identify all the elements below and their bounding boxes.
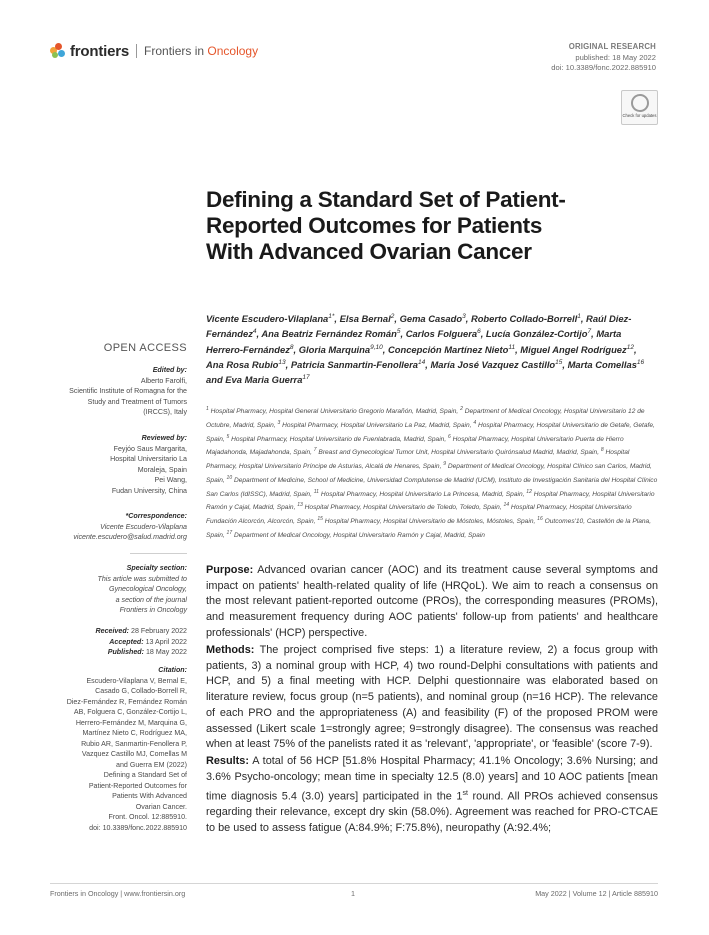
date-value: 28 February 2022 bbox=[131, 627, 187, 635]
reviewer-line: Pei Wang, bbox=[154, 476, 187, 484]
logo-wordmark: frontiers bbox=[70, 42, 130, 60]
affiliation-number: 9 bbox=[443, 461, 447, 468]
affiliation-text: Hospital Pharmacy, Hospital Universitario Ramón y Cajal, Madrid, Spain, bbox=[206, 490, 655, 512]
reviewer-line: Moraleja, Spain bbox=[137, 465, 187, 474]
affiliation-number: 3 bbox=[277, 419, 281, 426]
affiliation-text: Hospital Pharmacy, Hospital Universitario Fundación Alcorcón, Alcorcón, Spain, bbox=[206, 504, 632, 526]
edited-by-heading: Edited by: bbox=[152, 366, 187, 374]
date-value: 18 May 2022 bbox=[145, 648, 187, 656]
specialty-line: Frontiers in Oncology bbox=[119, 606, 187, 614]
citation-line: Vazquez Castillo MJ, Comellas M bbox=[81, 750, 187, 758]
edited-by-list bbox=[47, 376, 187, 418]
author-name[interactable]: Marta Herrero-Fernández bbox=[206, 328, 622, 355]
affiliation-number: 4 bbox=[473, 419, 477, 426]
date-label: Received: bbox=[95, 627, 130, 635]
author-name[interactable]: Concepción Martínez Nieto bbox=[387, 343, 509, 355]
author-affiliation-ref: 6 bbox=[477, 328, 481, 336]
reviewed-by-section bbox=[47, 433, 187, 496]
author-name[interactable]: Raúl Diez-Fernández bbox=[206, 313, 632, 340]
affiliation-number: 16 bbox=[537, 516, 543, 523]
affiliation-text: Hospital Pharmacy, Hospital Universitario La Paz, Madrid, Spain, bbox=[282, 421, 472, 429]
author-name[interactable]: Carlos Folguera bbox=[405, 328, 478, 340]
affiliation-text: Hospital Pharmacy, Hospital Universitario Puerta de Hierro Majadahonda, Majadahonda, Spain, bbox=[206, 435, 624, 457]
reviewer-line: Feyjóo Saus Margarita, bbox=[113, 444, 187, 453]
editor-line: Study and Treatment of Tumors bbox=[87, 397, 187, 406]
citation-line: Ovarian Cancer. bbox=[135, 802, 187, 811]
editor-line: Alberto Farolfi, bbox=[140, 376, 187, 385]
author-name[interactable]: Lucía González-Cortijo bbox=[485, 328, 588, 340]
affiliation-text: Hospital Pharmacy, Hospital Universitario de Fuenlabrada, Madrid, Spain, bbox=[231, 435, 447, 443]
author-name[interactable]: Elsa Bernal bbox=[339, 313, 391, 325]
citation-line: AB, Folguera C, González-Cortijo L, bbox=[73, 708, 187, 716]
author-affiliation-ref: 7 bbox=[587, 328, 592, 336]
affiliation-text: Department of Medical Oncology, Hospital Clínico san Carlos, Madrid, Spain, bbox=[206, 463, 652, 485]
author-affiliation-ref: 12 bbox=[626, 343, 634, 351]
author-name[interactable]: María José Vazquez Castillo bbox=[430, 359, 556, 371]
logo-separator bbox=[136, 44, 137, 58]
article-type: ORIGINAL RESEARCH bbox=[568, 42, 656, 51]
author-affiliation-ref: 14 bbox=[418, 358, 426, 366]
frontiers-logo-icon bbox=[50, 43, 66, 59]
date-label: Published: bbox=[107, 648, 144, 656]
date-row bbox=[47, 647, 187, 658]
citation-line: Patient-Reported Outcomes for bbox=[88, 781, 187, 790]
footer-journal[interactable]: Frontiers in Oncology | www.frontiersin.org bbox=[50, 889, 186, 898]
citation-line: and Guerra EM (2022) bbox=[116, 760, 187, 769]
open-access-label: OPEN ACCESS bbox=[103, 342, 187, 354]
correspondence-section bbox=[47, 511, 187, 543]
author-affiliation-ref: 8 bbox=[289, 343, 294, 351]
date-label: Accepted: bbox=[109, 637, 144, 646]
affiliation-text: Hospital Pharmacy, Hospital Universitario de Getafe, Getafe, Spain, bbox=[206, 421, 655, 443]
correspondence-heading: *Correspondence: bbox=[125, 512, 187, 520]
affiliation-text: Hospital Pharmacy, Hospital Universitario Príncipe de Asturias, Alcalá de Henares, Spain, bbox=[206, 449, 630, 471]
author-name[interactable]: Ana Rosa Rubio bbox=[206, 359, 279, 371]
citation-line: Diez-Fernández R, Fernández Román bbox=[66, 697, 187, 706]
citation-line: Front. Oncol. 12:885910. bbox=[108, 813, 187, 821]
affiliation-number: 6 bbox=[448, 433, 451, 440]
reviewed-by-heading: Reviewed by: bbox=[141, 434, 187, 442]
footer-volume: May 2022 | Volume 12 | Article 885910 bbox=[535, 889, 658, 898]
check-updates-label: Check for updates bbox=[622, 113, 657, 118]
journal-name: Frontiers in Oncology bbox=[144, 44, 259, 58]
author-affiliation-ref: 5 bbox=[396, 328, 401, 336]
specialty-section bbox=[47, 563, 187, 616]
specialty-heading: Specialty section: bbox=[126, 564, 187, 572]
author-affiliation-ref: 15 bbox=[555, 358, 563, 366]
affiliations bbox=[206, 404, 658, 542]
affiliation-number: 17 bbox=[226, 530, 233, 537]
author-name[interactable]: Marta Comellas bbox=[567, 359, 637, 371]
footer-page-number: 1 bbox=[351, 889, 355, 898]
author-affiliation-ref: 1 bbox=[577, 313, 581, 320]
editor-line: (IRCCS), Italy bbox=[143, 408, 187, 416]
affiliation-number: 13 bbox=[297, 502, 303, 509]
correspondence-line[interactable]: Vicente Escudero-Vilaplana bbox=[100, 522, 187, 531]
affiliation-number: 2 bbox=[460, 406, 463, 412]
author-name[interactable]: Roberto Collado-Borrell bbox=[470, 313, 578, 325]
author-affiliation-ref: 2 bbox=[390, 313, 395, 320]
author-affiliation-ref: 11 bbox=[508, 343, 516, 351]
citation-section bbox=[47, 665, 187, 833]
author-name[interactable]: Gloria Marquina bbox=[298, 343, 371, 355]
citation-line: Martínez Nieto C, Rodríguez MA, bbox=[82, 729, 187, 737]
author-affiliation-ref: 1* bbox=[328, 313, 335, 320]
reviewer-line: Fudan University, China bbox=[111, 486, 187, 495]
affiliation-number: 8 bbox=[600, 447, 604, 454]
affiliation-text: Hospital Pharmacy, Hospital Universitario de Móstoles, Móstoles, Spain, bbox=[324, 518, 536, 526]
reviewer-line: Hospital Universitario La bbox=[110, 455, 187, 463]
citation-line: Escudero-Vilaplana V, Bernal E, bbox=[86, 676, 187, 685]
specialty-line: This article was submitted to bbox=[97, 574, 187, 583]
abstract-methods: Methods: The project comprised five steps: 1) a literature review, 2) a focus group with patients, 3) a nominal group with HCP, 4) two round-Delphi consultations with patients and HCP, and 5) a final meeting with HCP. Delphi questionnaire was elaborated based on literature review, focus group (n=5 patients), and nominal group (n=16 HCP). The relevance of each PRO and the appropriateness (A) and feasibility (F) of the proposed PROM were assessed (Likert scale 1=strongly agree; 9=strongly disagree). The consensus was reached when at least 75% of the panelists rated it as 'relevant', 'appropriate', or 'feasible' (score 7-9). bbox=[206, 644, 658, 751]
author-affiliation-ref: 4 bbox=[252, 328, 257, 336]
citation-line: Herrero-Fernández M, Marquina G, bbox=[75, 718, 187, 727]
author-affiliation-ref: 9,10 bbox=[370, 343, 383, 351]
affiliation-number: 11 bbox=[313, 488, 319, 495]
citation-line: Patients With Advanced bbox=[112, 792, 187, 800]
article-meta bbox=[551, 42, 656, 74]
author-affiliation-ref: 16 bbox=[636, 358, 645, 366]
correspondence-list[interactable] bbox=[47, 522, 187, 543]
edited-by-section bbox=[47, 365, 187, 418]
affiliation-text: Breast and Gynecological Tumor Unit, Hospital Universitario Quirónsalud Madrid, Madrid, Spain, bbox=[318, 449, 600, 457]
date-row bbox=[47, 626, 187, 637]
citation-line: Defining a Standard Set of bbox=[103, 771, 187, 779]
author-affiliation-ref: 13 bbox=[278, 358, 286, 366]
reviewed-by-list bbox=[47, 444, 187, 497]
affiliation-text: Hospital Pharmacy, Hospital General Universitario Gregorio Marañón, Madrid, Spain, bbox=[210, 408, 459, 416]
author-affiliation-ref: 17 bbox=[302, 374, 310, 382]
abstract bbox=[206, 563, 658, 838]
affiliation-number: 10 bbox=[226, 474, 233, 481]
author-name[interactable]: Vicente Escudero-Vilaplana bbox=[206, 313, 329, 325]
affiliation-number: 15 bbox=[317, 516, 323, 523]
correspondence-line[interactable]: vicente.escudero@salud.madrid.org bbox=[73, 533, 187, 541]
author-affiliation-ref: 3 bbox=[462, 313, 466, 320]
abstract-purpose: Purpose: Advanced ovarian cancer (AOC) and its treatment cause several symptoms and impact on patients' health-related quality of life (HRQoL). We aim to reach a consensus on the most relevant patient-reported outcome (PROs), the corresponding measures (PROMs), and measurement frequency during AOC patients' follow-up from patients' and healthcare professionals' (HCP) perspective. bbox=[206, 564, 658, 639]
date-value: 13 April 2022 bbox=[145, 637, 187, 646]
author-name[interactable]: Miguel Angel Rodríguez bbox=[520, 343, 627, 355]
abstract-results: Results: A total of 56 HCP [51.8% Hospital Pharmacy; 41.1% Oncology; 3.6% Nursing; and 3.6% Psycho-oncology; mean time in specialty 12.5 (8.0) years] and 10 AOC patients [mean time diagnosis 5.4 (3.0) years] participated in the 1st round. All PROs achieved consensus regarding their relevance, except dry skin (58.0%). Agreement was reached for PRO-CTCAE to be used to assess fatigue (A:84.9%; F:75.8%), neuropathy (A:92.4%; bbox=[206, 755, 658, 834]
affiliation-number: 12 bbox=[526, 488, 532, 495]
affiliation-text: Department of Medical Oncology, Hospital Universitario 12 de Octubre, Madrid, Spain, bbox=[206, 408, 645, 429]
citation-text bbox=[47, 676, 187, 834]
check-for-updates-badge[interactable] bbox=[621, 90, 658, 125]
article-doi[interactable]: doi: 10.3389/fonc.2022.885910 bbox=[551, 63, 656, 72]
affiliation-text: Hospital Pharmacy, Hospital Universitario de Toledo, Toledo, Spain, bbox=[304, 504, 502, 512]
article-title: Defining a Standard Set of Patient-Reported Outcomes for Patients With Advanced Ovarian Cancer bbox=[206, 187, 566, 264]
published-date: published: 18 May 2022 bbox=[575, 52, 656, 62]
affiliation-text: Hospital Pharmacy, Hospital Universitario La Princesa, Madrid, Spain, bbox=[320, 490, 525, 498]
citation-line: Casado G, Collado-Borrell R, bbox=[95, 687, 187, 695]
citation-line: doi: 10.3389/fonc.2022.885910 bbox=[89, 823, 187, 832]
citation-line: Rubio AR, Sanmartin-Fenollera P, bbox=[81, 739, 187, 748]
specialty-text bbox=[47, 574, 187, 616]
affiliation-number: 5 bbox=[226, 433, 230, 440]
author-name[interactable]: Patricia Sanmartin-Fenollera bbox=[290, 359, 418, 371]
check-updates-icon bbox=[631, 94, 649, 112]
affiliation-number: 14 bbox=[503, 502, 510, 509]
affiliation-number: 1 bbox=[206, 406, 209, 412]
affiliation-text: Department of Medicine, School of Medicine, Universidad Complutense de Madrid (UCM), Instituto de Investigación Sanitaria del Hospital Clínico San Carlos (IdISSC), Madrid, Spain, bbox=[206, 477, 658, 498]
editor-line: Scientific Institute of Romagna for the bbox=[69, 387, 187, 395]
specialty-line: a section of the journal bbox=[115, 595, 187, 604]
author-list: Vicente Escudero-Vilaplana$^{1*}$, Elsa Bernal$^2$, Gema Casado$^3$, Roberto Collado-Borrell$^1$, Raúl Diez-Fernández$^4$, Ana Beatriz Fernández Román$^5$, Carlos Folguera$^6$, Lucía González-Cortijo$^7$, Marta Herrero-Fernández$^8$, Gloria Marquina$^{9,10}$, Concepción Martínez Nieto$^{11}$, Miguel Angel Rodríguez$^{12}$, Ana Rosa Rubio$^{13}$, Patricia Sanmartin-Fenollera$^{14}$, María José Vazquez Castillo$^{15}$, Marta Comellas$^{16}$ and Eva Maria Guerra$^{17}$ bbox=[206, 313, 645, 386]
dates-section bbox=[47, 626, 187, 658]
affiliation-number: 7 bbox=[313, 447, 317, 454]
author-name[interactable]: Eva Maria Guerra bbox=[225, 374, 303, 386]
author-name[interactable]: Ana Beatriz Fernández Román bbox=[261, 328, 397, 340]
footer-rule bbox=[50, 883, 658, 884]
author-name[interactable]: Gema Casado bbox=[399, 313, 463, 325]
sidebar-divider bbox=[130, 553, 187, 554]
affiliation-text: Outcomes'10, Castellón de la Plana, Spain, bbox=[206, 518, 652, 540]
date-row bbox=[47, 637, 187, 648]
citation-heading: Citation: bbox=[158, 666, 187, 674]
specialty-line: Gynecological Oncology, bbox=[109, 585, 187, 593]
affiliation-text: Department of Medical Oncology, Hospital Universitario Ramón y Cajal, Madrid, Spain bbox=[233, 532, 485, 540]
frontiers-logo[interactable] bbox=[50, 41, 258, 61]
